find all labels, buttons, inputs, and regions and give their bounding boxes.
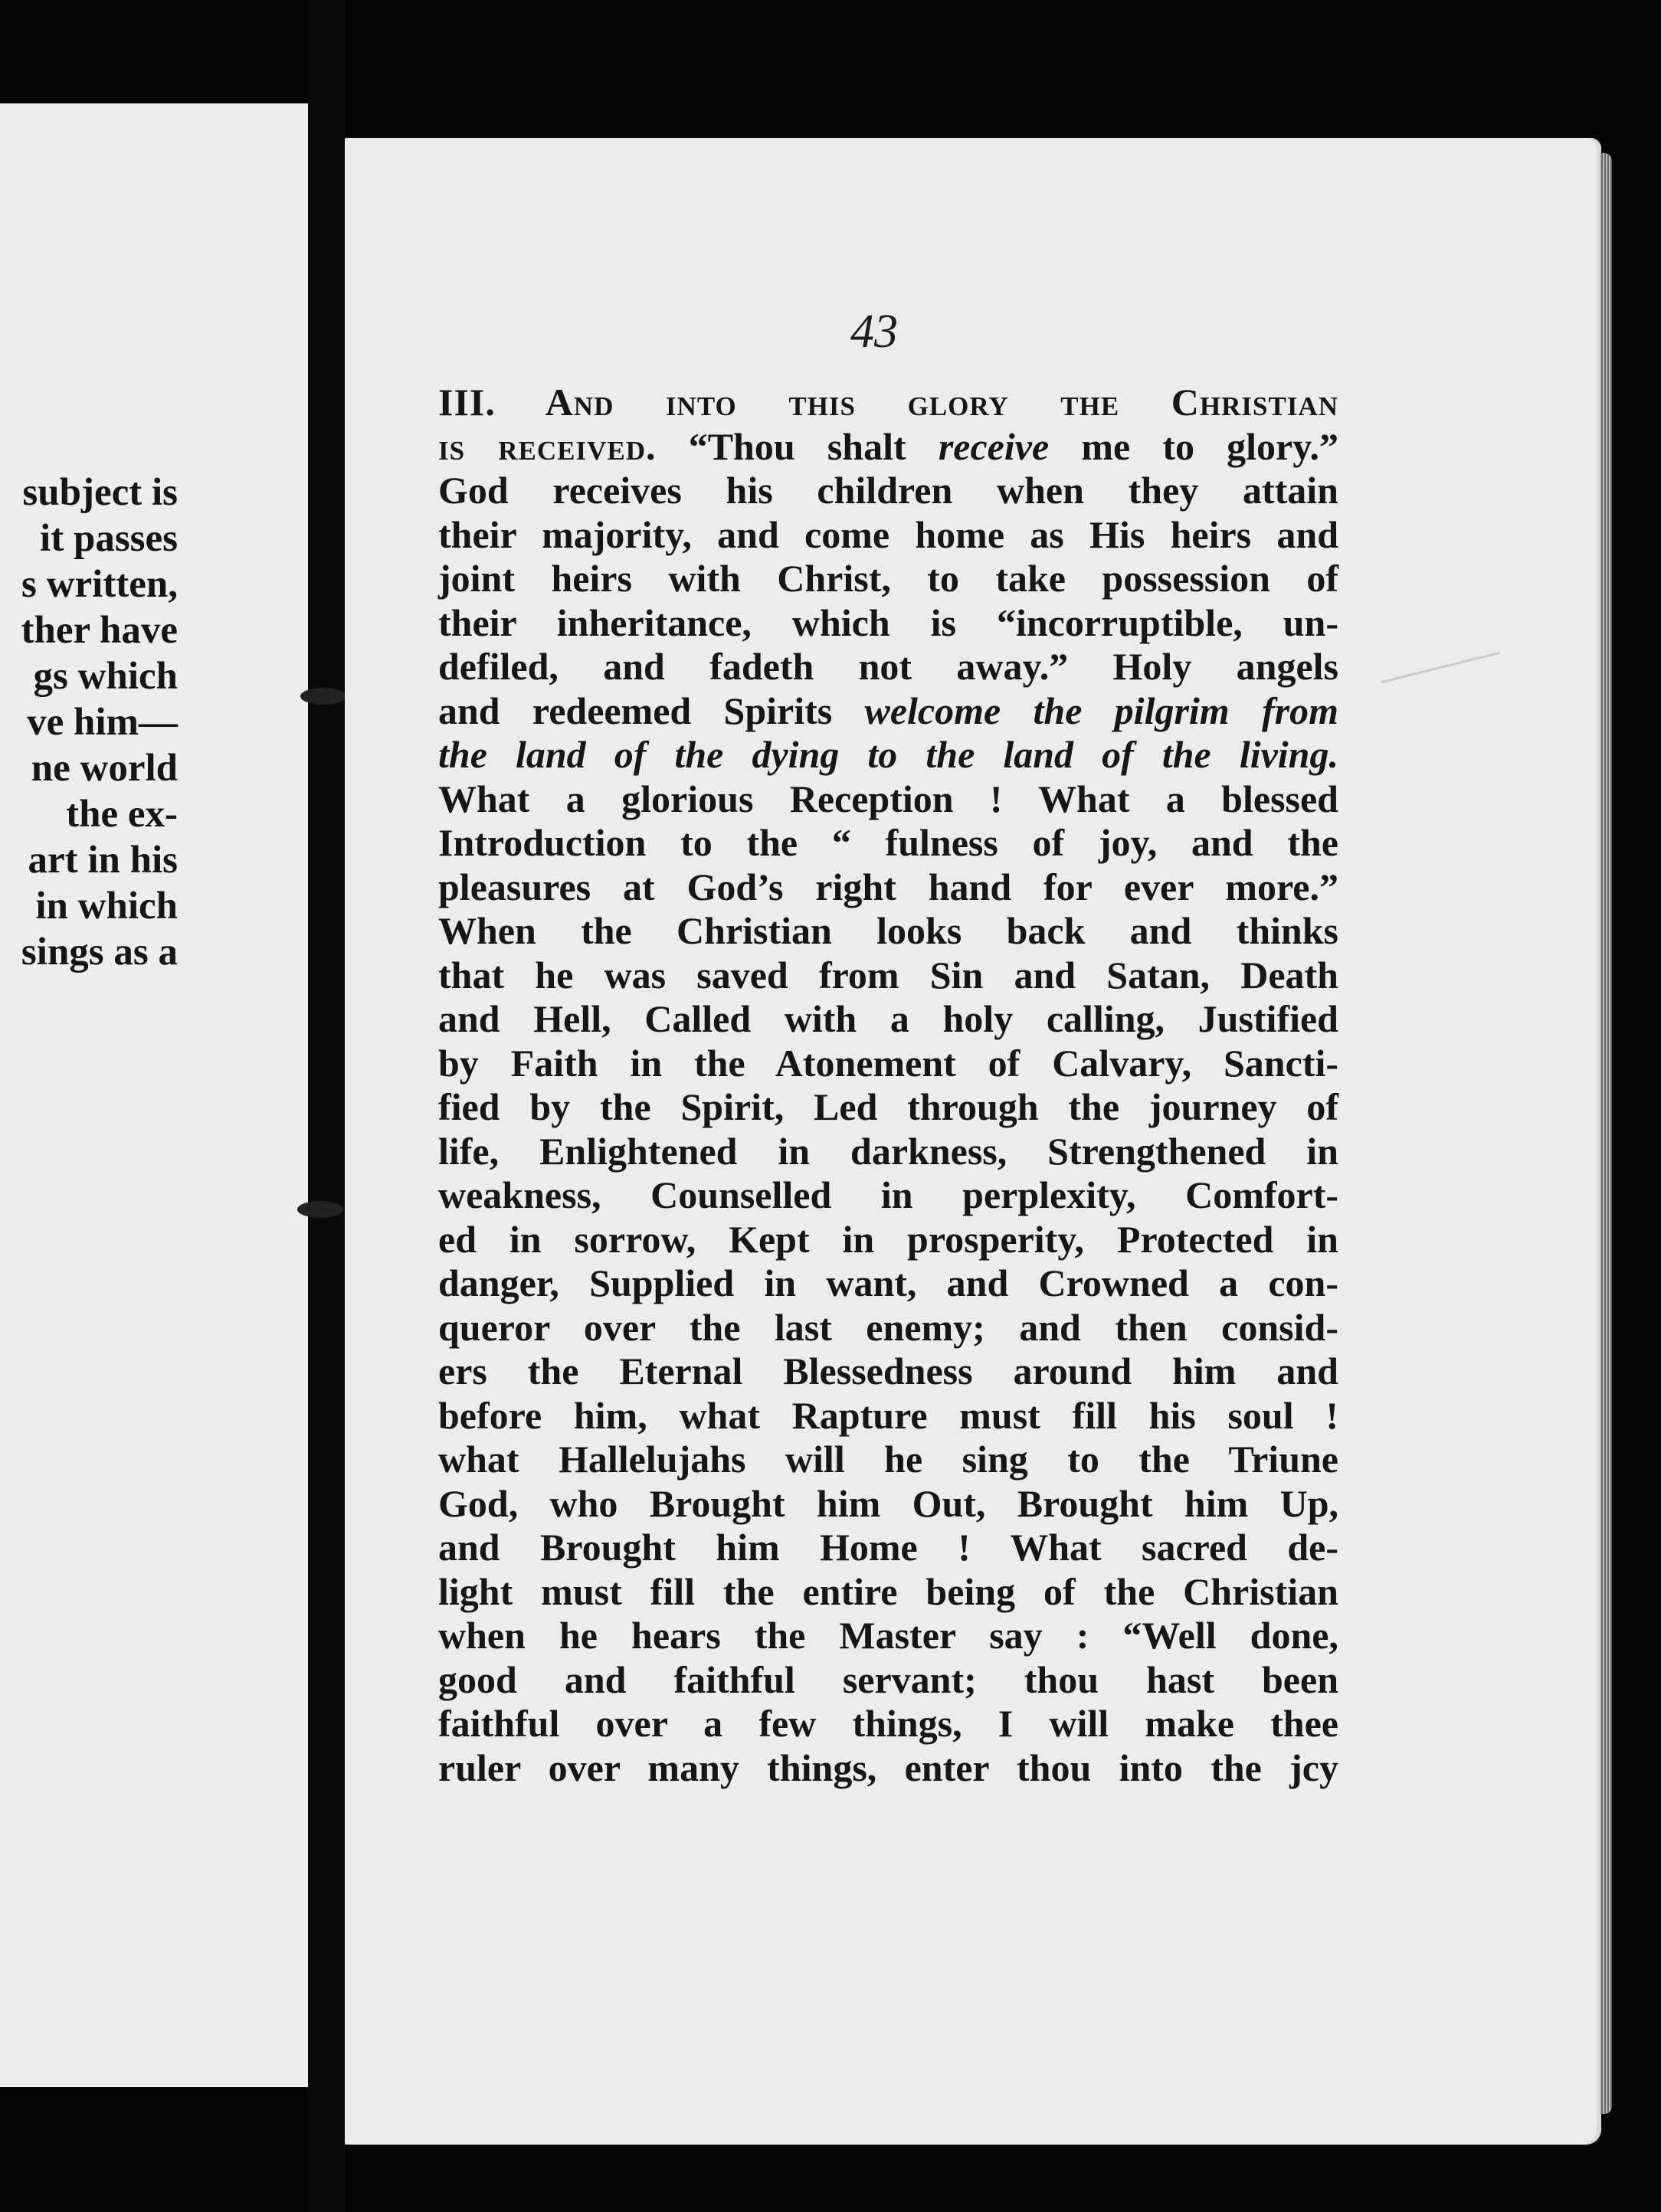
line-text: fied by the Spirit, Led through the journey of bbox=[438, 1085, 1338, 1128]
text-line bbox=[438, 1130, 1338, 1174]
text-line bbox=[438, 1218, 1338, 1262]
text-line bbox=[438, 1614, 1338, 1658]
text-line bbox=[438, 1658, 1338, 1703]
text-line bbox=[438, 1173, 1338, 1218]
left-page-line: sings as a bbox=[21, 931, 178, 973]
text-line bbox=[438, 469, 1338, 513]
left-page bbox=[0, 103, 308, 2087]
text-line bbox=[438, 1394, 1338, 1438]
text-line bbox=[438, 954, 1338, 998]
line-text: What a glorious Reception ! What a blessed bbox=[438, 777, 1338, 820]
line-text: faithful over a few things, I will make thee bbox=[438, 1702, 1338, 1745]
text-line bbox=[438, 1438, 1338, 1482]
line-text: pleasures at God’s right hand for ever more.” bbox=[438, 865, 1338, 908]
heading-text: III. And into this glory the Christian bbox=[438, 381, 1338, 424]
text-line bbox=[438, 645, 1338, 689]
line-text: God, who Brought him Out, Brought him Up, bbox=[438, 1481, 1338, 1525]
line-text: defiled, and fadeth not away.” Holy angels bbox=[438, 645, 1338, 688]
left-page-line: s written, bbox=[21, 563, 178, 606]
page-edge bbox=[1600, 153, 1612, 2114]
line-text: queror over the last enemy; and then consid- bbox=[438, 1305, 1338, 1349]
line-text: when he hears the Master say : “Well done, bbox=[438, 1614, 1338, 1657]
line-text: weakness, Counselled in perplexity, Comfort- bbox=[438, 1173, 1338, 1216]
text-line bbox=[438, 425, 1338, 470]
left-page-line: in which bbox=[35, 885, 178, 928]
text-line bbox=[438, 1042, 1338, 1086]
text-line bbox=[438, 1261, 1338, 1306]
text-line bbox=[438, 1526, 1338, 1570]
binding-stitch-bottom bbox=[297, 1201, 343, 1218]
left-page-line: gs which bbox=[33, 655, 178, 698]
left-page-line: art in his bbox=[28, 839, 178, 882]
line-text: by Faith in the Atonement of Calvary, Sancti- bbox=[438, 1041, 1338, 1085]
text-line bbox=[438, 689, 1338, 734]
text-line bbox=[438, 997, 1338, 1042]
text-line bbox=[438, 733, 1338, 777]
text-line bbox=[438, 1306, 1338, 1350]
left-page-line: ne world bbox=[31, 747, 178, 790]
line-text: danger, Supplied in want, and Crowned a con- bbox=[438, 1261, 1338, 1304]
line-text: ers the Eternal Blessedness around him and bbox=[438, 1350, 1338, 1392]
page-number: 43 bbox=[850, 306, 898, 358]
text-line bbox=[438, 865, 1338, 910]
line-text: and Hell, Called with a holy calling, Justified bbox=[438, 997, 1338, 1040]
text-line bbox=[438, 601, 1338, 646]
line-text: light must fill the entire being of the Christian bbox=[438, 1569, 1338, 1613]
line-text: me to glory.” bbox=[1049, 424, 1338, 468]
line-text: ed in sorrow, Kept in prosperity, Protected in bbox=[438, 1217, 1338, 1261]
binding-stitch-top bbox=[300, 688, 346, 705]
line-text: their inheritance, which is “incorruptible, un- bbox=[438, 600, 1338, 644]
line-text: their majority, and come home as His heirs and bbox=[438, 512, 1338, 556]
text-line bbox=[438, 381, 1338, 425]
line-text: When the Christian looks back and thinks bbox=[438, 909, 1338, 952]
line-text: life, Enlightened in darkness, Strengthened in bbox=[438, 1129, 1338, 1173]
left-page-line: ve him— bbox=[27, 701, 178, 744]
italic-text: receive bbox=[938, 424, 1050, 468]
text-line bbox=[438, 1746, 1338, 1791]
book-binding bbox=[308, 0, 345, 2212]
text-line bbox=[438, 1350, 1338, 1394]
line-text: ruler over many things, enter thou into the jcy bbox=[438, 1746, 1338, 1789]
left-page-line: the ex- bbox=[66, 793, 178, 836]
left-page-line: subject is bbox=[22, 471, 178, 514]
italic-text: welcome the pilgrim from bbox=[864, 689, 1338, 732]
text-line bbox=[438, 1482, 1338, 1526]
text-line bbox=[438, 513, 1338, 558]
body-text bbox=[438, 381, 1338, 1790]
line-text: what Hallelujahs will he sing to the Triune bbox=[438, 1438, 1338, 1481]
line-text: that he was saved from Sin and Satan, Death bbox=[438, 953, 1338, 996]
page-scuff-mark bbox=[1381, 652, 1500, 684]
line-text: good and faithful servant; thou hast been bbox=[438, 1657, 1338, 1701]
left-page-line: it passes bbox=[40, 517, 178, 560]
italic-text: the land of the dying to the land of the living. bbox=[438, 733, 1338, 776]
text-line bbox=[438, 1085, 1338, 1130]
text-line bbox=[438, 777, 1338, 822]
line-text: Introduction to the “ fulness of joy, and the bbox=[438, 821, 1338, 864]
text-line bbox=[438, 909, 1338, 954]
line-text: “Thou shalt bbox=[656, 424, 939, 468]
line-text: God receives his children when they attain bbox=[438, 469, 1338, 512]
text-line bbox=[438, 1570, 1338, 1615]
line-text: before him, what Rapture must fill his soul ! bbox=[438, 1393, 1338, 1437]
text-line bbox=[438, 557, 1338, 601]
line-text: and Brought him Home ! What sacred de- bbox=[438, 1526, 1338, 1569]
line-text: joint heirs with Christ, to take possession of bbox=[438, 557, 1338, 600]
line-text: and redeemed Spirits bbox=[438, 689, 865, 732]
heading-text: is received. bbox=[438, 424, 657, 468]
text-line bbox=[438, 821, 1338, 865]
left-page-line: ther have bbox=[21, 609, 178, 652]
text-line bbox=[438, 1702, 1338, 1746]
